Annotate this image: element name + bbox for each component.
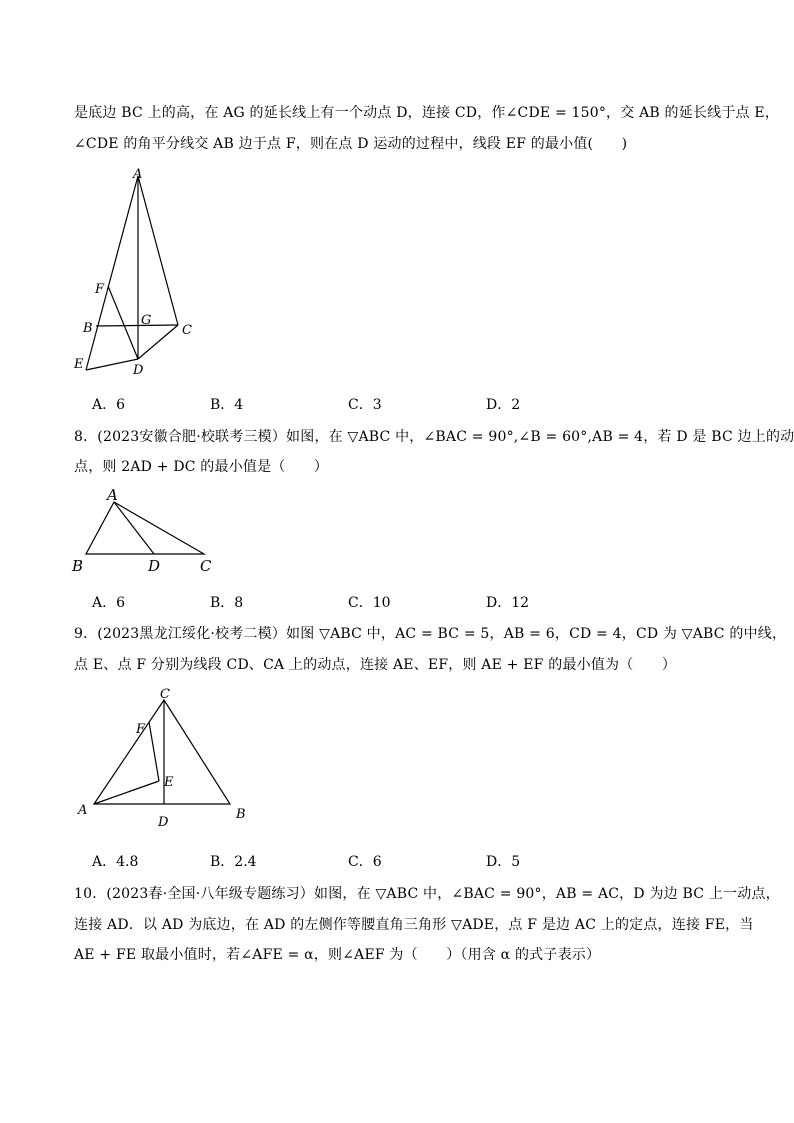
q8-option-a[interactable]: A．6 [92,595,126,611]
q7-label-C: C [182,323,192,338]
q9-figure [70,682,260,832]
q8-option-c[interactable]: C．10 [348,595,391,611]
q9-line-AE [94,781,159,804]
q9-label-B: B [236,807,246,822]
q8-triangle-ABC [86,502,204,554]
q7-label-A: A [133,167,143,182]
q9-option-b[interactable]: B．2.4 [210,854,257,870]
q10-text-line-2: 连接 AD．以 AD 为底边，在 AD 的左侧作等腰直角三角形 ▽ADE，点 F 是边 AC 上的定点，连接 FE，当 [74,917,754,933]
q8-label-D: D [148,557,161,575]
q7-line-BC [96,325,178,326]
q7-line-ED [86,359,138,370]
q8-text-line-2: 点，则 2AD + DC 的最小值是（ ） [74,459,329,475]
q7-label-B: B [83,321,93,336]
q10-text-line-1: 10．(2023春·全国·八年级专题练习）如图，在 ▽ABC 中，∠BAC = 90°，AB = AC，D 为边 BC 上一动点， [74,886,780,902]
q7-text-line-1: 是底边 BC 上的高，在 AG 的延长线上有一个动点 D，连接 CD，作∠CDE = 150°，交 AB 的延长线于点 E， [74,105,780,121]
q9-label-F: F [136,722,146,737]
q9-text-line-2: 点 E、点 F 分别为线段 CD、CA 上的动点，连接 AE、EF，则 AE + EF 的最小值为（ ） [74,657,677,673]
q8-option-d[interactable]: D．12 [486,595,530,611]
q9-label-E: E [164,775,174,790]
q9-option-a[interactable]: A．4.8 [92,854,139,870]
q8-option-b[interactable]: B．8 [210,595,244,611]
q7-option-d[interactable]: D．2 [486,397,521,413]
q9-label-C: C [160,687,170,702]
q9-label-D: D [158,815,169,830]
q9-text-line-1: 9．(2023黑龙江绥化·校考二模）如图 ▽ABC 中，AC = BC = 5，AB = 6，CD = 4，CD 为 ▽ABC 的中线， [74,626,787,642]
q8-label-C: C [200,557,212,575]
q8-label-B: B [72,557,84,575]
q7-line-FD [108,286,138,359]
q7-figure [66,162,206,382]
q9-option-c[interactable]: C．6 [348,854,382,870]
q7-line-CD [138,325,178,359]
q7-label-E: E [74,357,84,372]
q8-figure [66,484,226,576]
q9-label-A: A [78,803,88,818]
q7-text-line-2: ∠CDE 的角平分线交 AB 边于点 F，则在点 D 运动的过程中，线段 EF 的最小值( ) [74,136,628,152]
q8-text-line-1: 8．(2023安徽合肥·校联考三模）如图，在 ▽ABC 中，∠BAC = 90°,∠B = 60°,AB = 4，若 D 是 BC 边上的动 [74,429,794,445]
q9-option-d[interactable]: D．5 [486,854,521,870]
q7-label-F: F [95,282,105,297]
q7-label-D: D [133,363,144,378]
q10-text-line-3: AE + FE 取最小值时，若∠AFE = α，则∠AEF 为（ ）（用含 α 的式子表示） [74,947,601,963]
q9-triangle-ABC [94,700,230,804]
q9-line-FE [149,722,159,781]
q8-label-A: A [107,486,118,504]
q7-option-b[interactable]: B．4 [210,397,244,413]
q8-line-AD [114,502,154,554]
q7-line-AC [138,176,178,325]
q7-label-G: G [141,313,152,328]
q7-option-a[interactable]: A．6 [92,397,126,413]
q7-option-c[interactable]: C．3 [348,397,382,413]
